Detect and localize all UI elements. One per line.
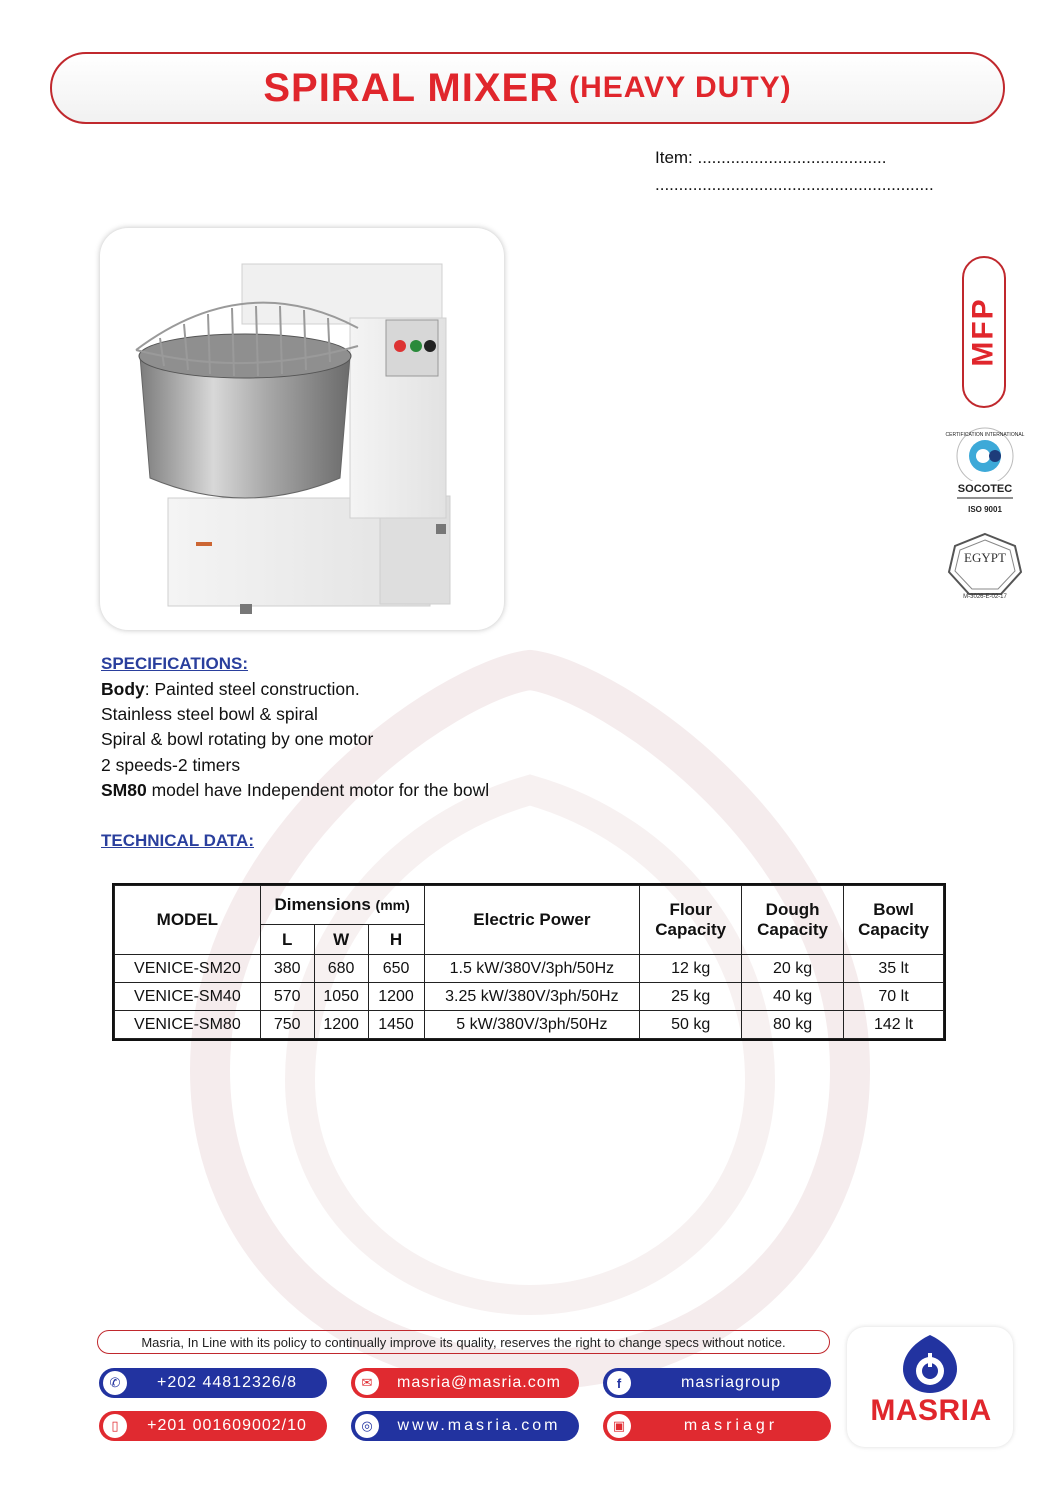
- header-dough-line2: Capacity: [757, 920, 829, 939]
- page-title: SPIRAL MIXER: [263, 65, 560, 110]
- mfp-label: MFP: [967, 297, 1001, 367]
- spec-sm80-text: model have Independent motor for the bowl: [146, 780, 490, 800]
- header-dimensions-unit: (mm): [375, 897, 410, 913]
- mfp-badge: [962, 256, 1006, 408]
- spec-body-label: Body: [101, 679, 145, 699]
- website-url: www.masria.com: [397, 1417, 561, 1434]
- egypt-seal-icon: [945, 532, 1025, 600]
- egypt-code: M-3026-E-02-17: [963, 594, 1007, 600]
- spec-body-text: : Painted steel construction.: [144, 679, 360, 699]
- email-address: masria@masria.com: [397, 1374, 561, 1391]
- phone-pill[interactable]: [99, 1368, 327, 1398]
- email-icon: ✉: [355, 1371, 379, 1395]
- header-flour-line1: Flour: [669, 900, 712, 919]
- socotec-certification: [945, 422, 1025, 518]
- table-row: [115, 955, 944, 983]
- cell-width: 1200: [314, 1011, 368, 1039]
- item-field: Item: ........................................: [655, 148, 887, 167]
- header-electric-power: Electric Power: [424, 886, 640, 955]
- facebook-icon: f: [607, 1371, 631, 1395]
- spec-line: Stainless steel bowl & spiral: [101, 704, 318, 724]
- spiral-mixer-image: [100, 228, 504, 630]
- header-dimensions-label: Dimensions: [274, 895, 371, 914]
- technical-data-heading: TECHNICAL DATA:: [101, 831, 254, 850]
- instagram-icon: ▣: [607, 1414, 631, 1438]
- masria-logo-box: [847, 1327, 1013, 1447]
- cell-bowl: 142 lt: [844, 1011, 944, 1039]
- cell-dough: 20 kg: [742, 955, 844, 983]
- header-model: MODEL: [115, 886, 261, 955]
- cell-width: 1050: [314, 983, 368, 1011]
- spec-line: Spiral & bowl rotating by one motor: [101, 729, 374, 749]
- phone-number: +202 44812326/8: [156, 1374, 297, 1391]
- cell-height: 650: [368, 955, 424, 983]
- cell-bowl: 70 lt: [844, 983, 944, 1011]
- cell-model: VENICE-SM40: [115, 983, 261, 1011]
- cell-flour: 12 kg: [640, 955, 742, 983]
- spec-line-sm80: [101, 780, 489, 801]
- cell-model: VENICE-SM20: [115, 955, 261, 983]
- instagram-pill[interactable]: [603, 1411, 831, 1441]
- socotec-icon: [945, 422, 1025, 518]
- spec-sm80-label: SM80: [101, 780, 147, 800]
- cell-dough: 80 kg: [742, 1011, 844, 1039]
- website-pill[interactable]: [351, 1411, 579, 1441]
- cell-flour: 50 kg: [640, 1011, 742, 1039]
- header-dough-line1: Dough: [765, 900, 820, 919]
- facebook-pill[interactable]: [603, 1368, 831, 1398]
- cell-height: 1200: [368, 983, 424, 1011]
- email-pill[interactable]: [351, 1368, 579, 1398]
- cell-width: 680: [314, 955, 368, 983]
- page-subtitle: (HEAVY DUTY): [569, 71, 792, 104]
- egypt-label: EGYPT: [964, 550, 1006, 565]
- cell-power: 5 kW/380V/3ph/50Hz: [424, 1011, 640, 1039]
- spec-line: 2 speeds-2 timers: [101, 755, 241, 775]
- cell-bowl: 35 lt: [844, 955, 944, 983]
- header-length: L: [260, 925, 314, 955]
- header-bowl-capacity: [844, 886, 944, 955]
- egypt-certification: [945, 532, 1025, 600]
- mobile-number: +201 001609002/10: [147, 1417, 307, 1434]
- instagram-handle: masriagr: [683, 1417, 779, 1434]
- specifications-heading: SPECIFICATIONS:: [101, 654, 249, 673]
- cell-power: 3.25 kW/380V/3ph/50Hz: [424, 983, 640, 1011]
- iso-label: ISO 9001: [968, 505, 1002, 514]
- header-dough-capacity: [742, 886, 844, 955]
- header-bowl-line1: Bowl: [873, 900, 914, 919]
- masria-logo-icon: [847, 1327, 1013, 1397]
- header-height: H: [368, 925, 424, 955]
- item-field-continuation: ...........................................................: [655, 175, 934, 194]
- socotec-name: SOCOTEC: [957, 483, 1013, 495]
- mobile-pill[interactable]: [99, 1411, 327, 1441]
- socotec-arc-text: CERTIFICATION INTERNATIONAL: [945, 432, 1025, 438]
- technical-data-table: [112, 883, 946, 1041]
- header-width: W: [314, 925, 368, 955]
- disclaimer: Masria, In Line with its policy to continually improve its quality, reserves the right to change specs without notice.: [97, 1330, 830, 1354]
- spec-line-body: [101, 679, 360, 700]
- header-bowl-line2: Capacity: [858, 920, 929, 939]
- product-image-card: [100, 228, 504, 630]
- title-banner: [50, 52, 1005, 124]
- cell-length: 380: [260, 955, 314, 983]
- cell-length: 570: [260, 983, 314, 1011]
- cell-power: 1.5 kW/380V/3ph/50Hz: [424, 955, 640, 983]
- header-flour-line2: Capacity: [655, 920, 727, 939]
- cell-length: 750: [260, 1011, 314, 1039]
- table-row: [115, 983, 944, 1011]
- cell-flour: 25 kg: [640, 983, 742, 1011]
- masria-wordmark: MASRIA: [870, 1394, 992, 1427]
- cell-model: VENICE-SM80: [115, 1011, 261, 1039]
- mobile-icon: ▯: [103, 1414, 127, 1438]
- facebook-handle: masriagroup: [681, 1374, 781, 1391]
- header-flour-capacity: [640, 886, 742, 955]
- cell-dough: 40 kg: [742, 983, 844, 1011]
- header-dimensions: [260, 886, 424, 925]
- phone-icon: ✆: [103, 1371, 127, 1395]
- table-row: [115, 1011, 944, 1039]
- globe-icon: ◎: [355, 1414, 379, 1438]
- cell-height: 1450: [368, 1011, 424, 1039]
